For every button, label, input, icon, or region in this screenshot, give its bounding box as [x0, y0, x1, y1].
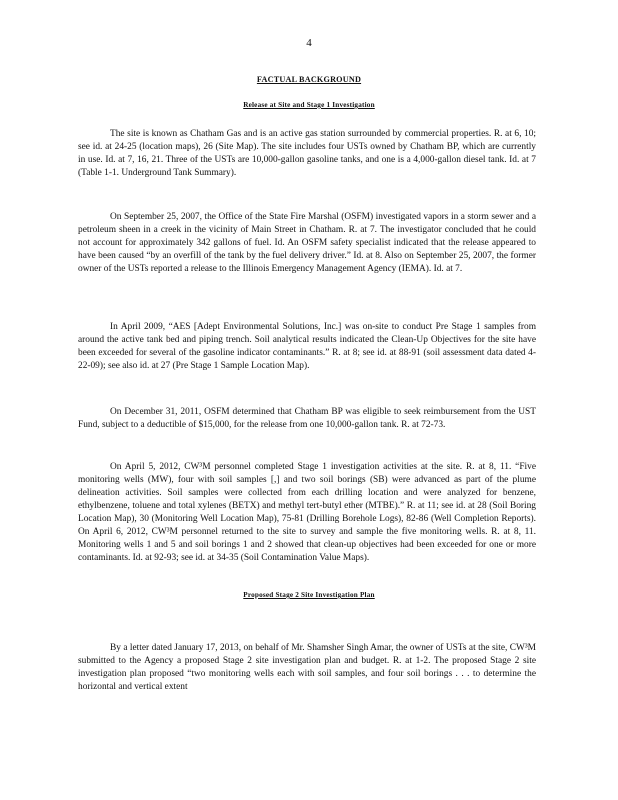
- paragraph-osfm-investigation: On September 25, 2007, the Office of the State Fire Marshal (OSFM) investigated vapors in a storm sewer and a petroleum sheen in a creek in the vicinity of Main Street in Chatham. R. at 7. The investigator concluded that he could not account for approximately 342 gallons of fuel. Id. An OSFM safety specialist indicated that the release appeared to have been caused “by an overfill of the tank by the fuel delivery driver.” Id. at 8. Also on September 25, 2007, the former owner of the USTs reported a release to the Illinois Emergency Management Agency (IEMA). Id. at 7.: [78, 212, 536, 274]
- paragraph-stage2-submission: By a letter dated January 17, 2013, on behalf of Mr. Shamsher Singh Amar, the owner of USTs at the site, CW³M submitted to the Agency a proposed Stage 2 site investigation plan and budget. R. at 1-2. The proposed Stage 2 site investigation plan proposed “two monitoring wells each with soil samples, and four soil borings . . . to determine the horizontal and vertical extent: [78, 643, 536, 692]
- paragraph-stage1-activities: On April 5, 2012, CW³M personnel completed Stage 1 investigation activities at the site. R. at 8, 11. “Five monitoring wells (MW), four with soil samples [,] and two soil borings (SB) were advanced as part of the plume delineation activities. Soil samples were collected from each drilling location and were analyzed for benzene, ethylbenzene, toluene and total xylenes (BETX) and methyl tert-butyl ether (MTBE).” R. at 11; see id. at 28 (Soil Boring Location Map), 30 (Monitoring Well Location Map), 75-81 (Drilling Borehole Logs), 82-86 (Well Completion Reports). On April 6, 2012, CW³M personnel returned to the site to survey and sample the five monitoring wells. R. at 8, 11. Monitoring wells 1 and 5 and soil borings 1 and 2 showed that clean-up objectives had been exceeded for one or more contaminants. Id. at 92-93; see id. at 34-35 (Soil Contamination Value Maps).: [78, 462, 536, 563]
- subheading-stage2-plan: Proposed Stage 2 Site Investigation Plan: [243, 591, 375, 599]
- paragraph-aes-samples: In April 2009, “AES [Adept Environmental Solutions, Inc.] was on-site to conduct Pre Stage 1 samples from around the active tank bed and piping trench. Soil analytical results indicated the Clean-Up Objectives for the site have been exceeded for several of the gasoline indicator contaminants.” R. at 8; see id. at 88-91 (soil assessment data dated 4-22-09); see also id. at 27 (Pre Stage 1 Sample Location Map).: [78, 322, 536, 371]
- page-number: 4: [306, 37, 312, 49]
- paragraph-site-description: The site is known as Chatham Gas and is an active gas station surrounded by commercial properties. R. at 6, 10; see id. at 24-25 (location maps), 26 (Site Map). The site includes four USTs owned by Chatham BP, which are currently in use. Id. at 7, 16, 21. Three of the USTs are 10,000-gallon gasoline tanks, and one is a 4,000-gallon diesel tank. Id. at 7 (Table 1-1. Underground Tank Summary).: [78, 129, 536, 178]
- section-heading-factual-background: FACTUAL BACKGROUND: [256, 75, 362, 84]
- subheading-release-stage1: Release at Site and Stage 1 Investigation: [243, 101, 375, 109]
- paragraph-ust-fund-eligibility: On December 31, 2011, OSFM determined that Chatham BP was eligible to seek reimbursement from the UST Fund, subject to a deductible of $15,000, for the release from one 10,000-gallon tank. R. at 72-73.: [78, 407, 536, 430]
